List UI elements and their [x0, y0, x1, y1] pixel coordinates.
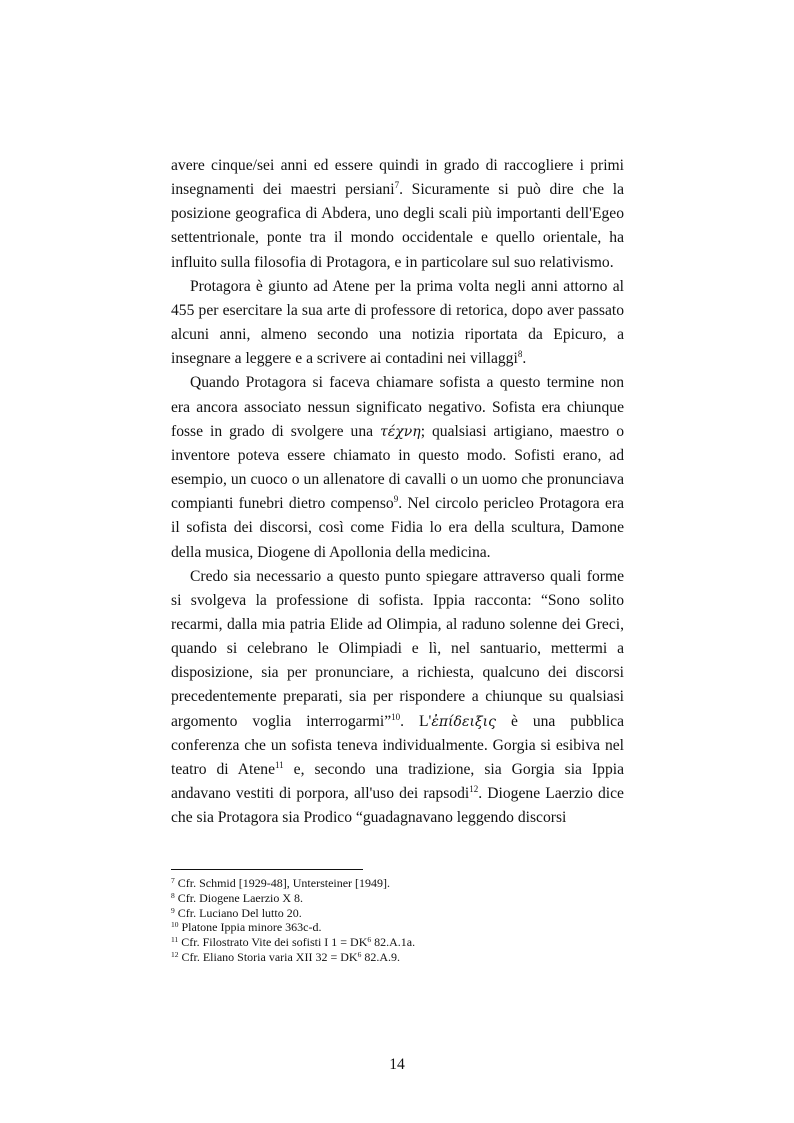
paragraph-3: [171, 371, 624, 564]
paragraph-4-text-end: . Diogene Laerzio dice che sia Protagora sia Prodico “guadagnavano leggendo discorsi: [171, 785, 624, 827]
footnote-text: Cfr. Filostrato Vite dei sofisti I 1 = DK: [178, 935, 368, 950]
footnote-8: [171, 891, 624, 906]
footnote-number: 11: [171, 935, 179, 945]
footnote-edition-sup: 6: [367, 935, 372, 945]
footnote-number: 9: [171, 905, 175, 915]
footnote-text-tail: 82.A.9.: [361, 949, 400, 964]
footnote-number: 7: [171, 875, 175, 885]
paragraph-4-text-mid2: e, secondo una tradizione, sia Gorgia sia Ippia andavano vestiti di porpora, all'uso dei rapsodi: [171, 760, 625, 803]
footnote-separator: [171, 869, 363, 870]
paragraph-1: [171, 154, 624, 275]
paragraph-4: [171, 565, 624, 831]
paragraph-1-text-cont: . Sicuramente si può dire che la posizione geografica di Abdera, uno degli scali più importanti dell'Egeo settentrionale, ponte tra il mondo occidentale e quello orientale, ha influito sulla filosofia di Protagora, e in particolare sul suo relativismo.: [171, 181, 625, 271]
page-number: 14: [389, 1056, 405, 1073]
footnote-text: Cfr. Luciano Del lutto 20.: [174, 905, 302, 920]
footnote-ref-10[interactable]: 10: [391, 711, 401, 722]
footnote-number: 10: [171, 920, 179, 930]
paragraph-2-text-cont: .: [522, 350, 527, 368]
footnote-text: Platone Ippia minore 363c-d.: [178, 920, 322, 935]
paragraph-4-text: Credo sia necessario a questo punto spiegare attraverso quali forme si svolgeva la professione di sofista. Ippia racconta: “Sono solito recarmi, dalla mia patria Elide ad Olimpia, al raduno solenne dei Greci, quando si celebrano le Olimpiadi e lì, nel santuario, mettermi a disposizione, sia per pronunciare, a richiesta, qualcuno dei discorsi precedentemente preparati, sia per rispondere a chiunque su qualsiasi argomento voglia interrogarmi”: [171, 567, 624, 730]
footnote-7: [171, 876, 624, 891]
footnote-text: Cfr. Schmid [1929-48], Untersteiner [1949].: [174, 876, 391, 890]
footnote-text: Cfr. Diogene Laerzio X 8.: [174, 890, 304, 905]
footnote-text: Cfr. Eliano Storia varia XII 32 = DK: [178, 949, 358, 964]
paragraph-2: [171, 275, 624, 372]
paragraph-4-text-cont: . L': [400, 712, 432, 730]
paragraph-2-text: Protagora è giunto ad Atene per la prima volta negli anni attorno al 455 per esercitare la sua arte di professore di retorica, dopo aver passato alcuni anni, almeno secondo una notizia riportata da Epicuro, a insegnare a leggere e a scrivere ai contadini nei villaggi: [171, 277, 624, 368]
footnote-ref-9[interactable]: 9: [393, 494, 399, 505]
footnote-9: [171, 906, 624, 921]
footnote-12: [171, 950, 624, 965]
paragraph-4-text-mid: è una pubblica conferenza che un sofista teneva individualmente. Gorgia si esibiva nel teatro di Atene: [171, 712, 624, 778]
footnote-ref-8[interactable]: 8: [517, 349, 523, 360]
greek-term: τέχνη: [380, 423, 421, 440]
footnote-11: [171, 935, 624, 950]
footnotes: [171, 876, 624, 965]
paragraph-1-text: avere cinque/sei anni ed essere quindi in grado di raccogliere i primi insegnamenti dei maestri persiani: [171, 157, 624, 199]
paragraph-3-text: Quando Protagora si faceva chiamare sofista a questo termine non era ancora associato nessun significato negativo. Sofista era chiunque fosse in grado di svolgere una: [171, 374, 624, 440]
footnote-ref-12[interactable]: 12: [469, 784, 479, 795]
paragraph-3-text-end: . Nel circolo pericleo Protagora era il sofista dei discorsi, così come Fidia lo era della scultura, Damone della musica, Diogene di Apollonia della medicina.: [171, 495, 625, 561]
greek-term: ἐπίδειξις: [431, 713, 497, 730]
footnote-number: 12: [171, 949, 179, 959]
footnote-10: [171, 920, 624, 935]
paragraph-3-text-cont: ; qualsiasi artigiano, maestro o inventore poteva essere chiamato in questo modo. Sofisti erano, ad esempio, un cuoco o un allenatore di cavalli o un uomo che pronunciava compianti funebri dietro compenso: [171, 422, 624, 513]
body-text: [171, 154, 624, 830]
footnote-ref-11[interactable]: 11: [275, 760, 284, 771]
footnote-edition-sup: 6: [357, 949, 362, 959]
footnote-number: 8: [171, 890, 175, 900]
footnote-text-tail: 82.A.1a.: [371, 935, 416, 950]
footnote-ref-7[interactable]: 7: [394, 180, 400, 191]
